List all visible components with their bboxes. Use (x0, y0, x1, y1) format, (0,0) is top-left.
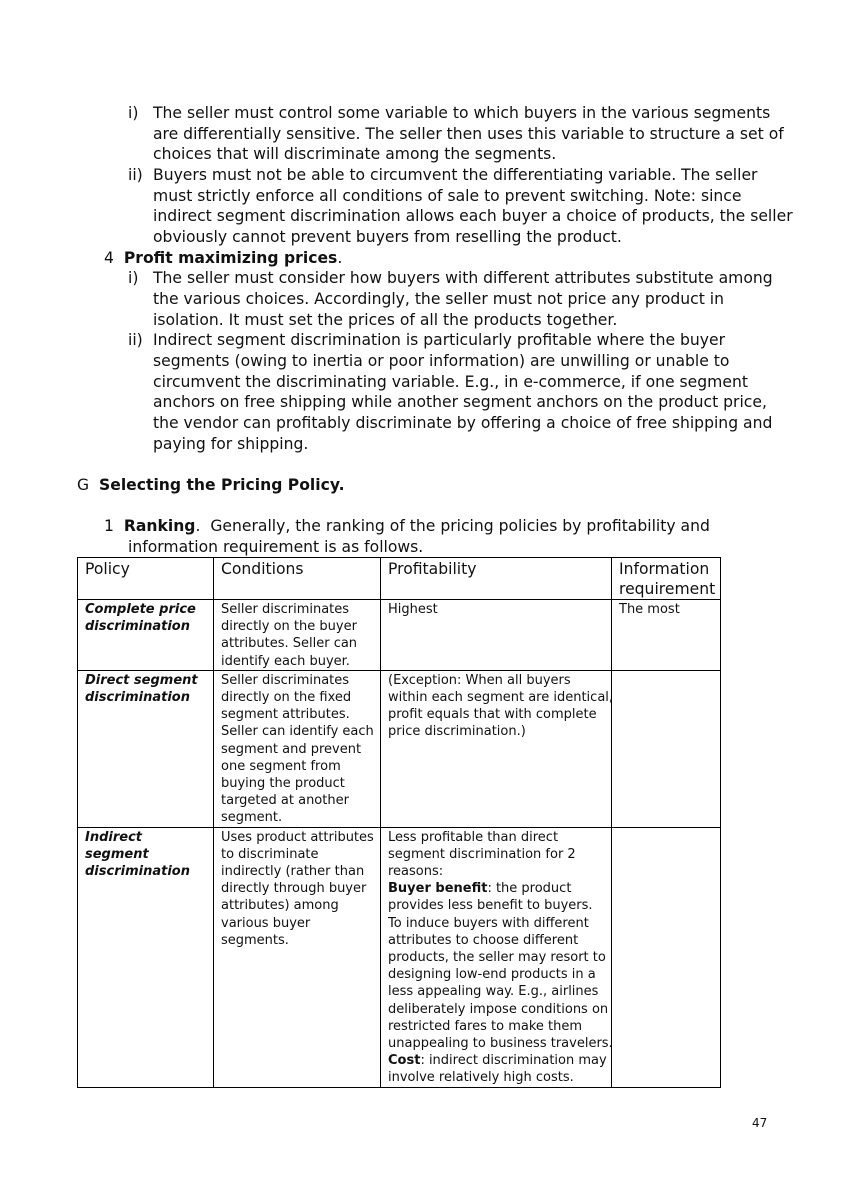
information-cell (612, 827, 721, 1087)
conditions-line: targeted at another (221, 793, 349, 809)
policy-cell (78, 600, 214, 671)
policy-line: discrimination (85, 690, 190, 706)
conditions-line: segment and prevent (221, 741, 362, 757)
item-text-line: must strictly enforce all conditions of sale to prevent switching. Note: since (153, 187, 742, 205)
item-text-line: The seller must consider how buyers with different attributes substitute among (153, 269, 773, 287)
header-information (612, 558, 721, 600)
profitability-line: restricted fares to make them (388, 1018, 583, 1034)
item-text-line: obviously cannot prevent buyers from reselling the product. (153, 228, 622, 246)
item-text-line: Indirect segment discrimination is particularly profitable where the buyer (153, 331, 726, 349)
profitability-cell (381, 827, 612, 1087)
conditions-line: various buyer (221, 915, 311, 931)
policy-line: segment (85, 846, 149, 862)
page-number: 47 (752, 1116, 768, 1130)
profitability-line: deliberately impose conditions on (388, 1001, 609, 1017)
conditions-cell (214, 827, 381, 1087)
information-cell: The most (612, 600, 721, 671)
profitability-line: profit equals that with complete (388, 707, 597, 723)
table-header-row (78, 558, 721, 600)
item-text-line: The seller must control some variable to which buyers in the various segments (153, 104, 771, 122)
item-text-line: segments (owing to inertia or poor information) are unwilling or unable to (153, 352, 730, 370)
item-text-line: indirect segment discrimination allows each buyer a choice of products, the seller (153, 207, 793, 225)
profitability-line: (Exception: When all buyers (388, 672, 571, 688)
item-marker: i) (128, 269, 139, 287)
ranking-paragraph-line2: information requirement is as follows. (128, 538, 424, 556)
table-row (78, 827, 721, 1087)
header-information-line: requirement (619, 580, 716, 598)
conditions-line: identify each buyer. (221, 653, 350, 669)
conditions-cell (214, 670, 381, 827)
profitability-line: reasons: (388, 864, 444, 880)
header-policy: Policy (78, 558, 214, 600)
policy-line: discrimination (85, 619, 190, 635)
section-g-heading (77, 475, 345, 496)
profitability-line: involve relatively high costs. (388, 1070, 574, 1086)
conditions-line: directly on the fixed (221, 690, 352, 706)
profitability-line: designing low-end products in a (388, 967, 596, 983)
header-conditions: Conditions (214, 558, 381, 600)
conditions-line: directly through buyer (221, 881, 367, 897)
item-marker: ii) (128, 166, 143, 184)
item-text-line: the vendor can profitably discriminate by offering a choice of free shipping and (153, 414, 773, 432)
policy-cell (78, 827, 214, 1087)
section-title: Selecting the Pricing Policy. (99, 476, 345, 494)
conditions-line: to discriminate (221, 846, 319, 862)
profitability-line: Highest (388, 602, 438, 617)
section-number: 4 (104, 249, 114, 267)
profitability-line: products, the seller may resort to (388, 950, 606, 966)
ranking-text: Generally, the ranking of the pricing policies by profitability and (200, 517, 710, 535)
profitability-line: within each segment are identical, (388, 690, 614, 706)
profitability-line: unappealing to business travelers. (388, 1036, 613, 1052)
item-marker: i) (128, 104, 139, 122)
conditions-line: Seller discriminates (221, 602, 350, 617)
table-row (78, 600, 721, 671)
conditions-line: directly on the buyer (221, 619, 357, 635)
policy-line: Indirect (85, 829, 143, 845)
conditions-line: buying the product (221, 776, 345, 792)
cost-text: : indirect discrimination may (420, 1053, 607, 1069)
profitability-line: price discrimination.) (388, 724, 526, 740)
profitability-line: less appealing way. E.g., airlines (388, 984, 599, 1000)
ranking-number: 1 (104, 517, 114, 535)
buyer-benefit-label: Buyer benefit (388, 881, 488, 897)
profitability-cell (381, 600, 612, 671)
section-letter: G (77, 476, 90, 494)
header-information-line: Information (619, 560, 710, 578)
table-row (78, 670, 721, 827)
conditions-line: attributes) among (221, 898, 339, 914)
information-cell (612, 670, 721, 827)
conditions-line: Seller discriminates (221, 672, 350, 688)
policy-line: discrimination (85, 864, 190, 880)
ranking-paragraph-line1 (104, 516, 710, 537)
conditions-line: segment. (221, 810, 283, 826)
policy-cell (78, 670, 214, 827)
conditions-line: segments. (221, 932, 289, 948)
item-text-line: paying for shipping. (153, 435, 309, 453)
section-title: Profit maximizing prices (123, 249, 338, 267)
conditions-cell (214, 600, 381, 671)
profitability-line: To induce buyers with different (388, 915, 589, 931)
pricing-policy-table (77, 557, 721, 1088)
buyer-benefit-line (388, 880, 605, 897)
conditions-line: segment attributes. (221, 707, 350, 723)
ranking-title: Ranking (123, 517, 196, 535)
profitability-line: Less profitable than direct (388, 829, 559, 845)
policy-line: Complete price (85, 602, 196, 617)
cost-line (388, 1052, 605, 1069)
conditions-line: indirectly (rather than (221, 864, 365, 880)
item-text-line: circumvent the discriminating variable. E.g., in e-commerce, if one segment (153, 373, 748, 391)
item-marker: ii) (128, 331, 143, 349)
item-text-line: are differentially sensitive. The seller then uses this variable to structure a set of (153, 125, 784, 143)
conditions-line: one segment from (221, 758, 341, 774)
buyer-benefit-text: : the product (487, 881, 572, 897)
conditions-line: Uses product attributes (221, 829, 374, 845)
item-text-line: isolation. It must set the prices of all the products together. (153, 311, 618, 329)
section-4-heading (104, 248, 342, 269)
item-text-line: choices that will discriminate among the segments. (153, 145, 557, 163)
profitability-cell (381, 670, 612, 827)
conditions-line: Seller can identify each (221, 724, 374, 740)
policy-line: Direct segment (85, 672, 198, 688)
section-title-period: . (337, 249, 343, 267)
profitability-line: attributes to choose different (388, 932, 579, 948)
cost-label: Cost (388, 1053, 421, 1069)
profitability-line: segment discrimination for 2 (388, 846, 576, 862)
header-profitability: Profitability (381, 558, 612, 600)
item-text-line: Buyers must not be able to circumvent the differentiating variable. The seller (153, 166, 758, 184)
profitability-line: provides less benefit to buyers. (388, 898, 593, 914)
item-text-line: anchors on free shipping while another segment anchors on the product price, (153, 393, 767, 411)
conditions-line: attributes. Seller can (221, 636, 358, 652)
item-text-line: the various choices. Accordingly, the seller must not price any product in (153, 290, 725, 308)
ranking-title-period: . (195, 517, 201, 535)
